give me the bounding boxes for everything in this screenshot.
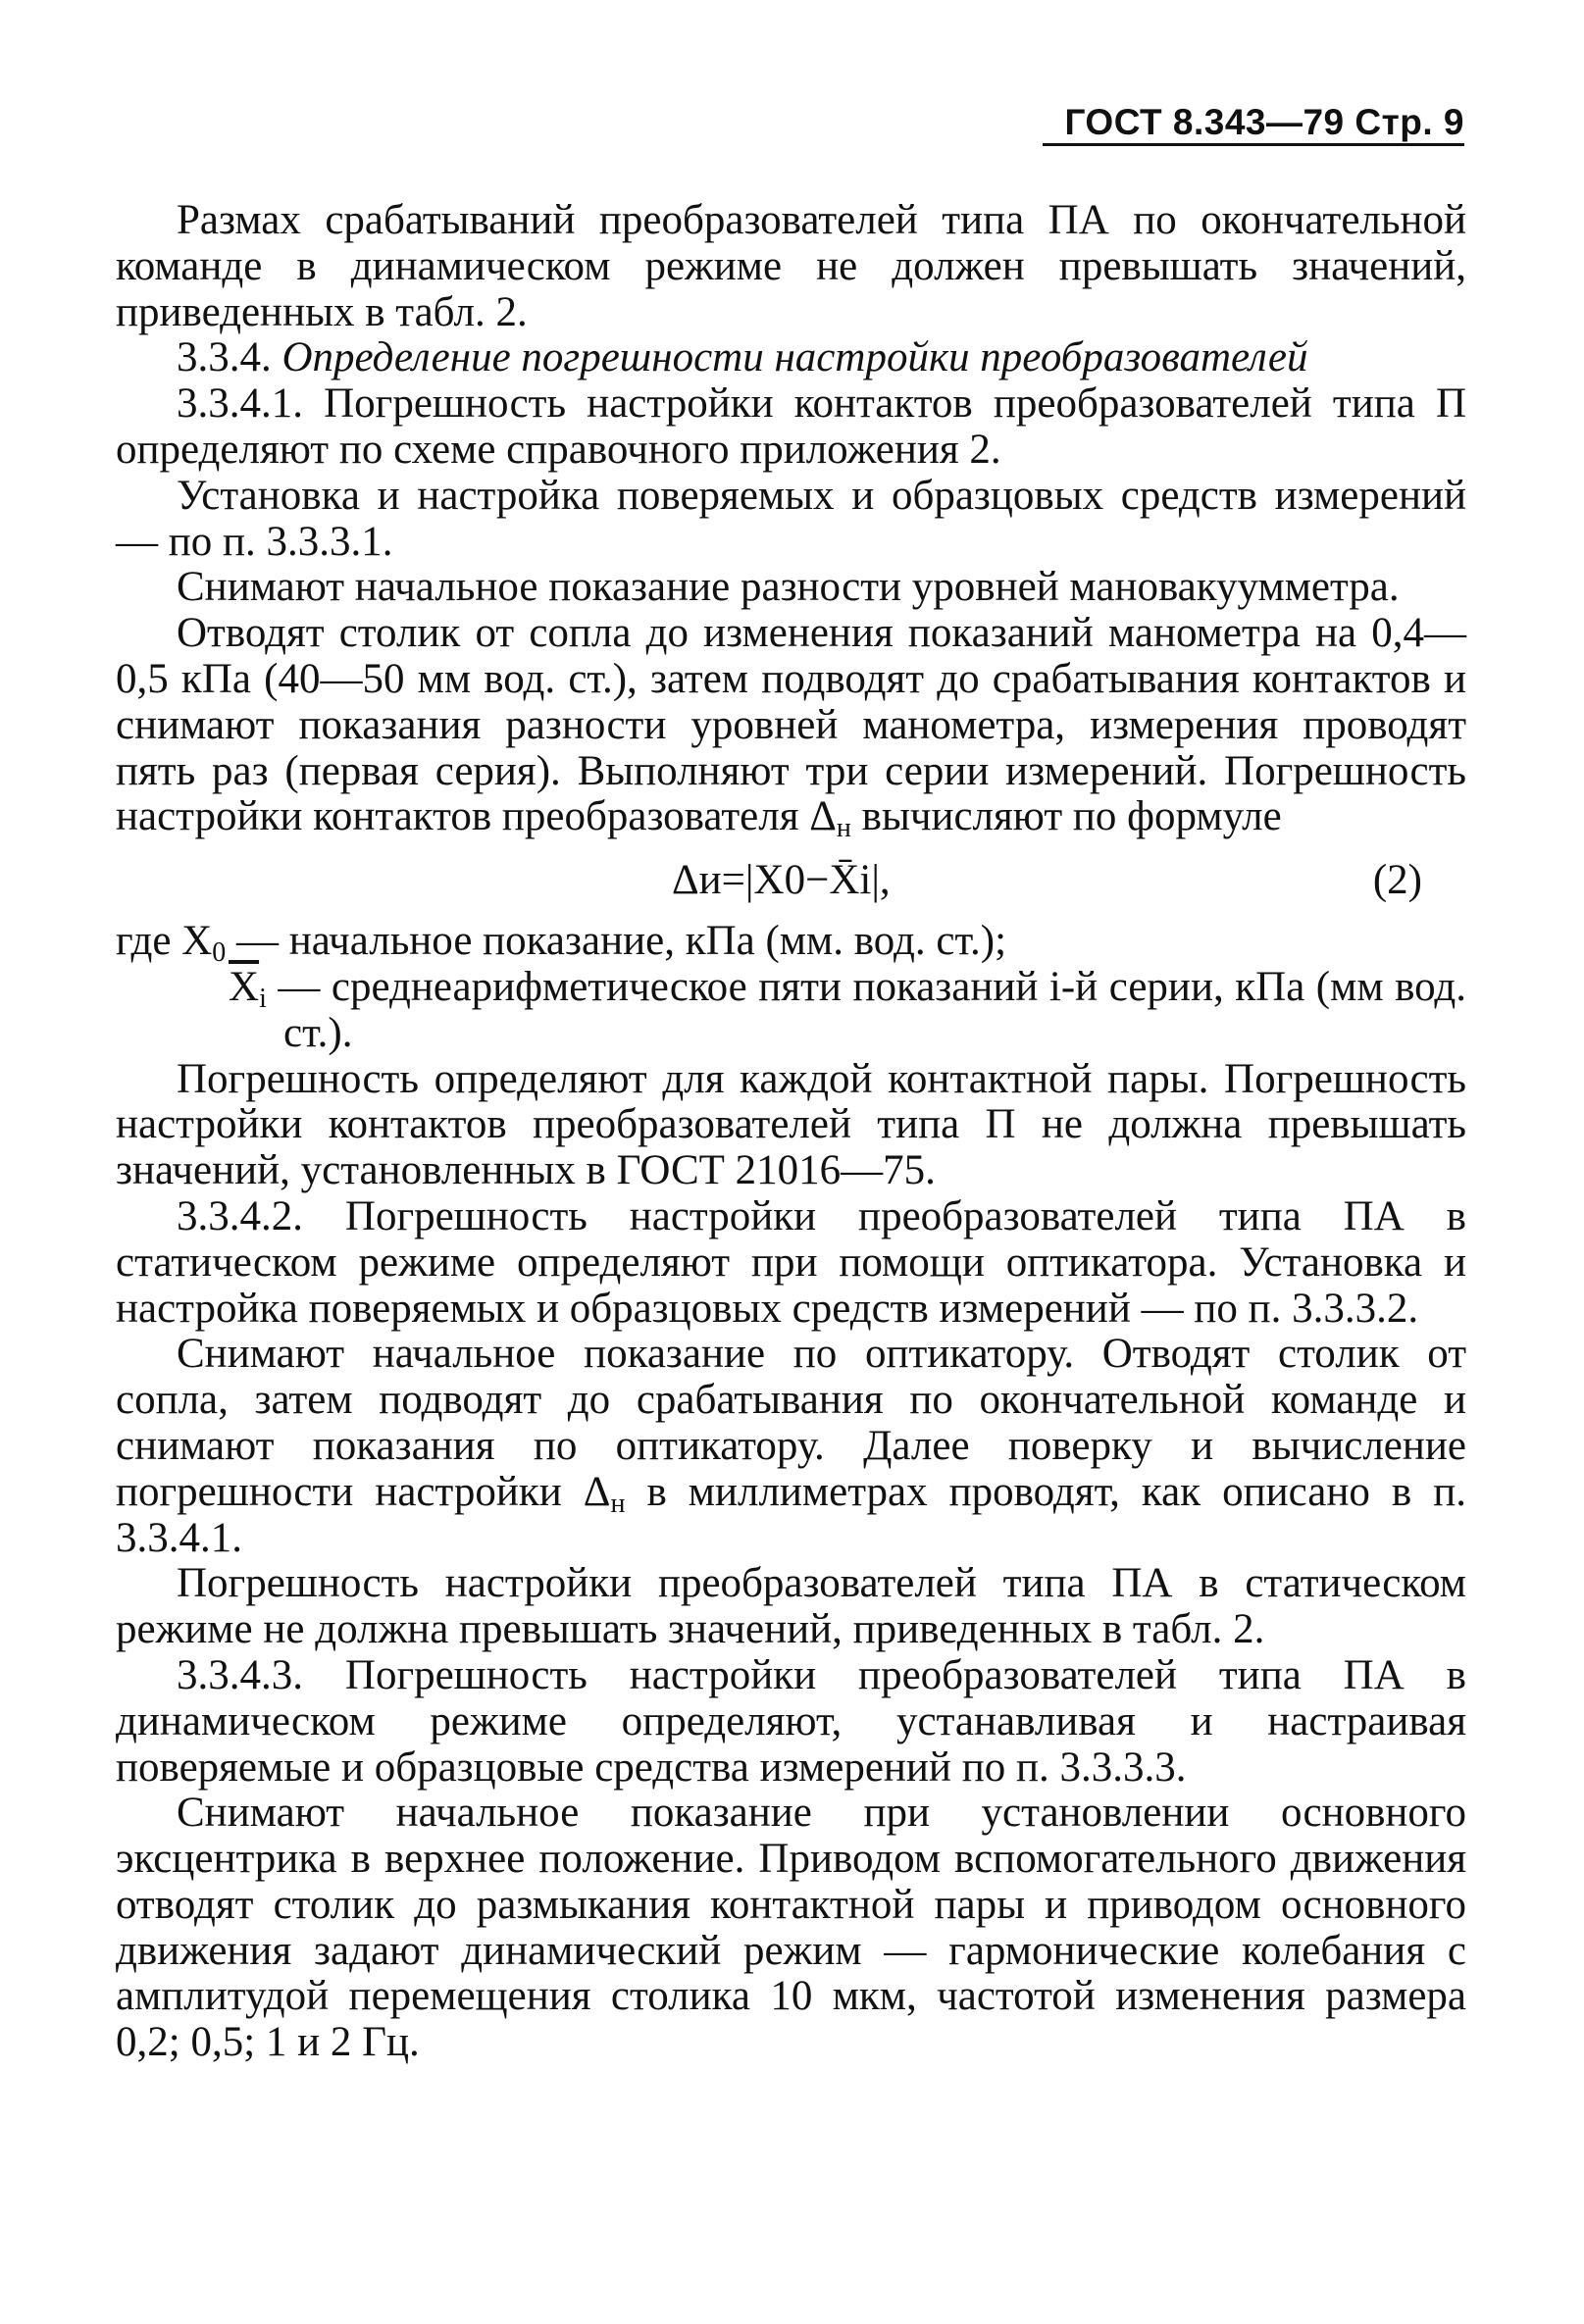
page-header: ГОСТ 8.343—79 Стр. 9 <box>1064 102 1464 142</box>
header-rule <box>1043 143 1464 146</box>
formula-block <box>116 848 1466 917</box>
where-line-1 <box>116 918 1466 969</box>
where-symbol: $\overline{X}$ <box>229 963 260 1010</box>
paragraph <box>116 610 1466 844</box>
subscript: н <box>836 813 851 844</box>
document-body <box>116 198 1466 2066</box>
paragraph-text: вычисляют по формуле <box>850 793 1282 840</box>
subscript: 0 <box>212 937 227 969</box>
paragraph <box>116 1332 1466 1561</box>
paragraph: Погрешность настройки преобразователей типа ПА в статическом режиме не должна превышать значений, приведенных в табл. 2. <box>116 1560 1466 1653</box>
paragraph: Снимают начальное показание при установлении основного эксцентрика в верхнее положение. Приводом вспомогательного движения отводят столик до размыкания контактной пары и приводом основного движения задают динамический режим — гармонические колебания с амплитудой перемещения столика 10 мкм, частотой изменения размера 0,2; 0,5; 1 и 2 Гц. <box>116 1790 1466 2066</box>
section-heading <box>116 335 1466 381</box>
where-line-2 <box>116 965 1466 1057</box>
paragraph-text: в миллиметрах проводят, как описано в п. 3.3.4.1. <box>116 1468 1466 1561</box>
paragraph: Размах срабатываний преобразователей типа ПА по окончательной команде в динамическом режиме не должен превышать значений, приведенных в табл. 2. <box>116 197 1466 335</box>
where-text: — среднеарифметическое пяти показаний i-й серии, кПа (мм вод. ст.). <box>266 963 1466 1056</box>
paragraph: 3.3.4.1. Погрешность настройки контактов преобразователей типа П определяют по схеме справочного приложения 2. <box>116 380 1466 473</box>
paragraph-text: Отводят столик от сопла до изменения показаний манометра на 0,4—0,5 кПа (40—50 мм вод. ст.), затем подводят до срабатывания контактов и снимают показания разности уровней манометра, измерения проводят пять раз (первая серия). Выполняют три серии измерений. Погрешность настройки контактов преобразователя Δ <box>116 610 1466 840</box>
paragraph: Снимают начальное показание разности уровней мановакуумметра. <box>177 564 1400 611</box>
paragraph: 3.3.4.3. Погрешность настройки преобразователей типа ПА в динамическом режиме определяют, устанавливая и настраивая поверяемые и образцовые средства измерений по п. 3.3.3.3. <box>116 1651 1466 1791</box>
paragraph: Погрешность определяют для каждой контактной пары. Погрешность настройки контактов преобразователей типа П не должна превышать значений, установленных в ГОСТ 21016—75. <box>116 1055 1466 1194</box>
paragraph-text: Снимают начальное показание по оптикатору. Отводят столик от сопла, затем подводят до срабатывания по окончательной команде и снимают показания по оптикатору. Далее поверку и вычисление погрешности настройки Δ <box>116 1331 1466 1515</box>
section-title: Определение погрешности настройки преобразователей <box>281 334 1308 381</box>
paragraph: 3.3.4.2. Погрешность настройки преобразователей типа ПА в статическом режиме определяют при помощи оптикатора. Установка и настройка поверяемых и образцовых средств измерений — по п. 3.3.3.2. <box>116 1192 1466 1332</box>
paragraph: Установка и настройка поверяемых и образцовых средств измерений — по п. 3.3.3.1. <box>116 472 1466 565</box>
where-symbol: где X <box>116 918 213 965</box>
subscript: н <box>610 1488 626 1519</box>
section-number: 3.3.4. <box>177 334 272 381</box>
formula: Δи=|X0−X̄i|, <box>672 857 891 904</box>
subscript: i <box>259 983 267 1014</box>
formula-number: (2) <box>1372 857 1422 904</box>
where-text: — начальное показание, кПа (мм. вод. ст.); <box>226 918 1007 965</box>
